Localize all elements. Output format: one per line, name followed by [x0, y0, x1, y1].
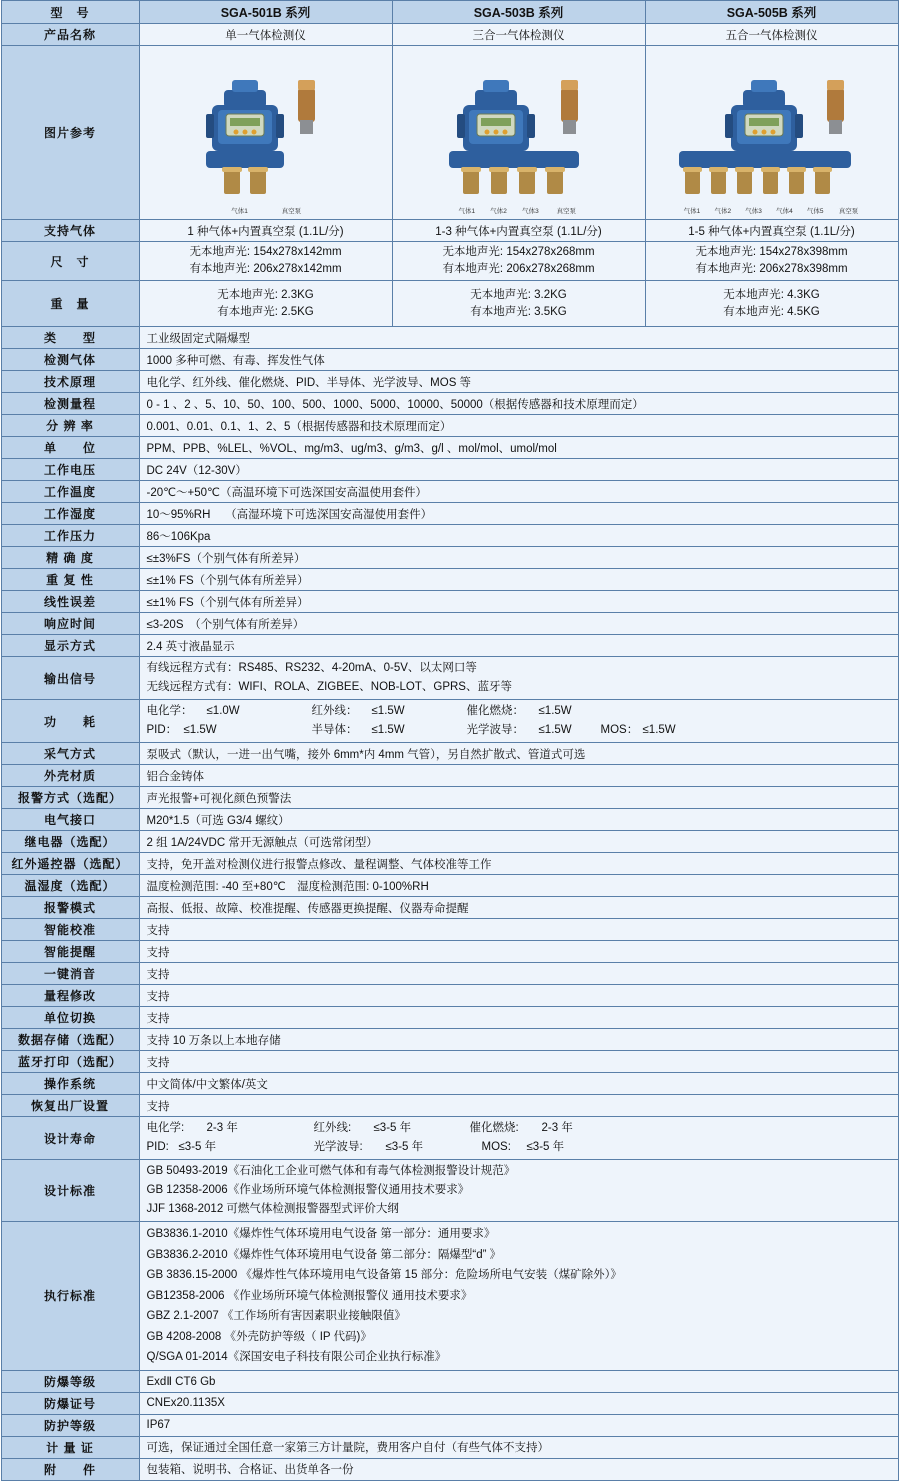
row-label: 报警模式 [1, 897, 139, 919]
row-label: 继电器（选配） [1, 831, 139, 853]
product-name-2: 三合一气体检测仪 [392, 24, 645, 46]
table-row-spec [1, 547, 898, 569]
model-col-1: SGA-501B 系列 [139, 1, 392, 24]
row-label: 温湿度（选配） [1, 875, 139, 897]
row-value: 支持 [139, 1007, 898, 1029]
support-gas-2: 1-3 种气体+内置真空泵 (1.1L/分) [392, 220, 645, 242]
table-row-spec [1, 985, 898, 1007]
row-label-size: 尺 寸 [1, 242, 139, 281]
row-label-weight: 重 量 [1, 281, 139, 327]
row-label: 计 量 证 [1, 1436, 139, 1458]
table-row-spec [1, 1436, 898, 1458]
table-row-spec [1, 437, 898, 459]
row-label: 工作湿度 [1, 503, 139, 525]
row-label: 单位切换 [1, 1007, 139, 1029]
row-label: 单 位 [1, 437, 139, 459]
row-value: 支持 10 万条以上本地存储 [139, 1029, 898, 1051]
row-value-design-standard: GB 50493-2019《石油化工企业可燃气体和有毒气体检测报警设计规范》 GB 12358-2006《作业场所环境气体检测报警仪通用技术要求》 JJF 1368-2012 可燃气体检测报警器型式评价大纲 [139, 1160, 898, 1222]
detector-illustration-3 [649, 50, 894, 202]
table-row-spec [1, 831, 898, 853]
table-row-spec [1, 1029, 898, 1051]
row-value: 支持 [139, 1051, 898, 1073]
table-row-spec [1, 853, 898, 875]
row-label: 类 型 [1, 327, 139, 349]
row-label: 操作系统 [1, 1073, 139, 1095]
product-image-1 [139, 46, 392, 220]
weight-3: 无本地声光: 4.3KG 有本地声光: 4.5KG [645, 281, 898, 327]
table-row-spec [1, 1073, 898, 1095]
detector-illustration-2 [411, 50, 626, 202]
row-label: 重 复 性 [1, 569, 139, 591]
row-value: ≤±3%FS（个别气体有所差异） [139, 547, 898, 569]
support-gas-1: 1 种气体+内置真空泵 (1.1L/分) [139, 220, 392, 242]
row-value: 支持 [139, 963, 898, 985]
power-line-1: 电化学： ≤1.0W 红外线： ≤1.5W 催化燃烧： ≤1.5W [146, 705, 572, 717]
row-label: 显示方式 [1, 635, 139, 657]
row-label-life: 设计寿命 [1, 1117, 139, 1160]
row-label: 智能校准 [1, 919, 139, 941]
row-label: 工作温度 [1, 481, 139, 503]
row-value: 温度检测范围: -40 至+80℃ 湿度检测范围: 0-100%RH [139, 875, 898, 897]
weight-2: 无本地声光: 3.2KG 有本地声光: 3.5KG [392, 281, 645, 327]
table-row-spec [1, 591, 898, 613]
table-row-spec [1, 371, 898, 393]
row-value: IP67 [139, 1414, 898, 1436]
table-row-spec [1, 875, 898, 897]
image-captions-2: 气体1 气体2 气体3 真空泵 [458, 208, 576, 215]
row-value-power [139, 700, 898, 743]
table-row-spec [1, 1458, 898, 1480]
product-image-2 [392, 46, 645, 220]
power-line-2: PID： ≤1.5W 半导体： ≤1.5W 光学波导： ≤1.5W MOS： ≤1.5W [146, 724, 676, 736]
table-row-spec [1, 459, 898, 481]
row-value: 1000 多种可燃、有毒、挥发性气体 [139, 349, 898, 371]
row-value: 高报、低报、故障、校准提醒、传感器更换提醒、仪器寿命提醒 [139, 897, 898, 919]
row-value: ExdⅡ CT6 Gb [139, 1370, 898, 1392]
row-label: 报警方式（选配） [1, 787, 139, 809]
row-value: 铝合金铸体 [139, 765, 898, 787]
row-value: 0.001、0.01、0.1、1、2、5（根据传感器和技术原理而定） [139, 415, 898, 437]
row-label: 采气方式 [1, 743, 139, 765]
row-label: 分 辨 率 [1, 415, 139, 437]
row-label: 外壳材质 [1, 765, 139, 787]
table-row-design-standard [1, 1160, 898, 1222]
row-value: 电化学、红外线、催化燃烧、PID、半导体、光学波导、MOS 等 [139, 371, 898, 393]
spec-table [1, 0, 899, 1481]
row-label: 量程修改 [1, 985, 139, 1007]
row-label: 一键消音 [1, 963, 139, 985]
row-value-life [139, 1117, 898, 1160]
row-label-image: 图片参考 [1, 46, 139, 220]
table-row-spec [1, 1414, 898, 1436]
row-value: 支持 [139, 1095, 898, 1117]
row-label: 红外遥控器（选配） [1, 853, 139, 875]
row-label: 工作压力 [1, 525, 139, 547]
table-row-spec [1, 897, 898, 919]
row-value: PPM、PPB、%LEL、%VOL、mg/m3、ug/m3、g/m3、g/l 、mol/mol、umol/mol [139, 437, 898, 459]
row-value: M20*1.5（可选 G3/4 螺纹） [139, 809, 898, 831]
row-value: 声光报警+可视化颜色预警法 [139, 787, 898, 809]
row-value: 86～106Kpa [139, 525, 898, 547]
row-value: 支持 [139, 941, 898, 963]
model-col-3: SGA-505B 系列 [645, 1, 898, 24]
row-label-model: 型 号 [1, 1, 139, 24]
row-value: 支持 [139, 985, 898, 1007]
table-row-spec [1, 963, 898, 985]
row-value: 支持，免开盖对检测仪进行报警点修改、量程调整、气体校准等工作 [139, 853, 898, 875]
table-row-support-gas [1, 220, 898, 242]
detector-illustration-1 [166, 50, 366, 202]
row-value-exec-standard: GB3836.1-2010《爆炸性气体环境用电气设备 第一部分：通用要求》 GB3836.2-2010《爆炸性气体环境用电气设备 第二部分：隔爆型“d” 》 GB 3836.15-2000 《爆炸性气体环境用电气设备第 15 部分：危险场所电气安装（煤矿除外）》 GB12358-2006 《作业场所环境气体检测报警仪 通用技术要求》 GBZ 2.1-2007 《工作场所有害因素职业接触限值》 GB 4208-2008 《外壳防护等级（ IP 代码)》 Q/SGA 01-2014《深国安电子科技有限公司企业执行标准》 [139, 1222, 898, 1371]
row-label-exec-standard: 执行标准 [1, 1222, 139, 1371]
image-captions-3: 气体1 气体2 气体3 气体4 气体5 真空泵 [683, 208, 859, 215]
row-value: 0 - 1 、2 、5、10、50、100、500、1000、5000、10000、50000（根据传感器和技术原理而定） [139, 393, 898, 415]
row-label-power: 功 耗 [1, 700, 139, 743]
row-label: 防爆证号 [1, 1392, 139, 1414]
table-row-model [1, 1, 898, 24]
row-value: 可选，保证通过全国任意一家第三方计量院，费用客户自付（有些气体不支持） [139, 1436, 898, 1458]
row-label: 响应时间 [1, 613, 139, 635]
table-row-image [1, 46, 898, 220]
table-row-spec [1, 525, 898, 547]
table-row-spec [1, 327, 898, 349]
row-label: 数据存储（选配） [1, 1029, 139, 1051]
life-line-1: 电化学: 2-3 年 红外线: ≤3-5 年 催化燃烧: 2-3 年 [146, 1122, 573, 1134]
table-row-spec [1, 1051, 898, 1073]
table-row-spec [1, 809, 898, 831]
row-label: 防爆等级 [1, 1370, 139, 1392]
table-row-product-name [1, 24, 898, 46]
table-row-spec [1, 787, 898, 809]
size-1: 无本地声光: 154x278x142mm 有本地声光: 206x278x142mm [139, 242, 392, 281]
product-image-3 [645, 46, 898, 220]
table-row-spec [1, 941, 898, 963]
row-label: 检测量程 [1, 393, 139, 415]
table-row-spec [1, 1392, 898, 1414]
row-value: 支持 [139, 919, 898, 941]
row-label-product-name: 产品名称 [1, 24, 139, 46]
table-row-spec [1, 349, 898, 371]
table-row-power [1, 700, 898, 743]
row-label: 智能提醒 [1, 941, 139, 963]
table-row-life [1, 1117, 898, 1160]
row-label-design-standard: 设计标准 [1, 1160, 139, 1222]
table-row-spec [1, 1007, 898, 1029]
row-label: 防护等级 [1, 1414, 139, 1436]
row-value: ≤±1% FS（个别气体有所差异） [139, 569, 898, 591]
row-label: 技术原理 [1, 371, 139, 393]
row-label-output: 输出信号 [1, 657, 139, 700]
product-name-3: 五合一气体检测仪 [645, 24, 898, 46]
row-value: ≤3-20S （个别气体有所差异） [139, 613, 898, 635]
row-value: 10～95%RH （高湿环境下可选深国安高湿使用套件） [139, 503, 898, 525]
row-value-output: 有线远程方式有：RS485、RS232、4-20mA、0-5V、以太网口等 无线远程方式有：WIFI、ROLA、ZIGBEE、NOB-LOT、GPRS、蓝牙等 [139, 657, 898, 700]
row-value: 2.4 英寸液晶显示 [139, 635, 898, 657]
table-row-spec [1, 919, 898, 941]
support-gas-3: 1-5 种气体+内置真空泵 (1.1L/分) [645, 220, 898, 242]
table-row-output [1, 657, 898, 700]
row-value: ≤±1% FS（个别气体有所差异） [139, 591, 898, 613]
table-row-exec-standard [1, 1222, 898, 1371]
row-label: 附 件 [1, 1458, 139, 1480]
row-value: 中文简体/中文繁体/英文 [139, 1073, 898, 1095]
row-label: 精 确 度 [1, 547, 139, 569]
size-2: 无本地声光: 154x278x268mm 有本地声光: 206x278x268mm [392, 242, 645, 281]
table-row-spec [1, 613, 898, 635]
table-row-weight [1, 281, 898, 327]
row-label: 线性误差 [1, 591, 139, 613]
row-value: CNEx20.1135X [139, 1392, 898, 1414]
table-row-spec [1, 415, 898, 437]
table-row-spec [1, 569, 898, 591]
life-line-2: PID: ≤3-5 年 光学波导: ≤3-5 年 MOS: ≤3-5 年 [146, 1141, 565, 1153]
table-row-spec [1, 393, 898, 415]
row-value: 泵吸式（默认，一进一出气嘴，接外 6mm*内 4mm 气管），另自然扩散式、管道式可选 [139, 743, 898, 765]
row-value: 工业级固定式隔爆型 [139, 327, 898, 349]
row-label: 蓝牙打印（选配） [1, 1051, 139, 1073]
row-value: 2 组 1A/24VDC 常开无源触点（可选常闭型） [139, 831, 898, 853]
table-row-spec [1, 503, 898, 525]
row-value: 包装箱、说明书、合格证、出货单各一份 [139, 1458, 898, 1480]
table-row-size [1, 242, 898, 281]
table-row-spec [1, 481, 898, 503]
size-3: 无本地声光: 154x278x398mm 有本地声光: 206x278x398mm [645, 242, 898, 281]
table-row-spec [1, 635, 898, 657]
row-value: DC 24V（12-30V） [139, 459, 898, 481]
row-label-support-gas: 支持气体 [1, 220, 139, 242]
row-label: 恢复出厂设置 [1, 1095, 139, 1117]
product-name-1: 单一气体检测仪 [139, 24, 392, 46]
table-row-spec [1, 743, 898, 765]
row-label: 电气接口 [1, 809, 139, 831]
image-captions-1: 气体1 真空泵 [231, 208, 302, 215]
weight-1: 无本地声光: 2.3KG 有本地声光: 2.5KG [139, 281, 392, 327]
row-label: 检测气体 [1, 349, 139, 371]
table-row-spec [1, 765, 898, 787]
row-label: 工作电压 [1, 459, 139, 481]
table-row-spec [1, 1370, 898, 1392]
table-row-spec [1, 1095, 898, 1117]
model-col-2: SGA-503B 系列 [392, 1, 645, 24]
row-value: -20℃～+50℃（高温环境下可选深国安高温使用套件） [139, 481, 898, 503]
